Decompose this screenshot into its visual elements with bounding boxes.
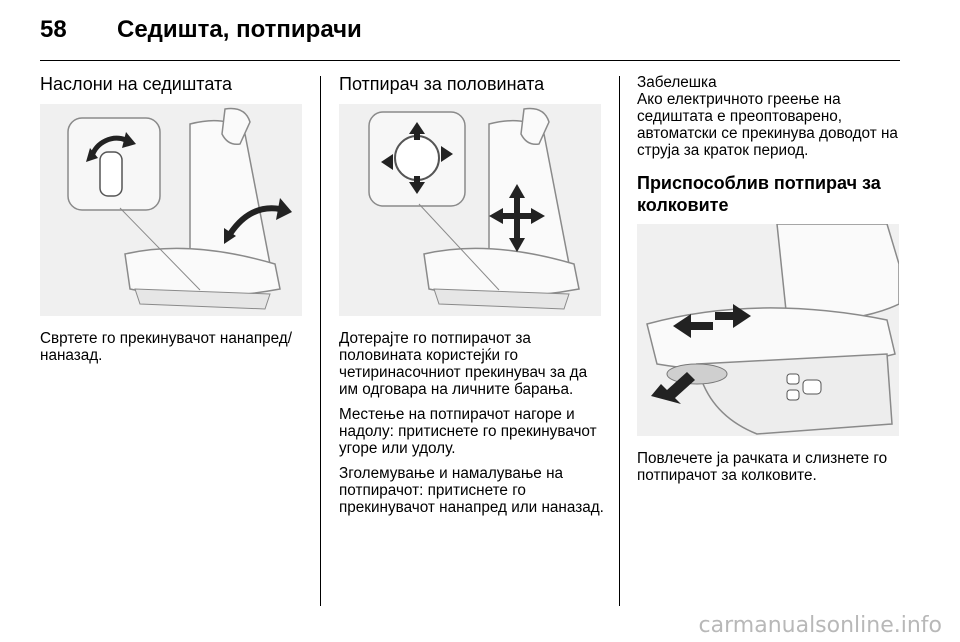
section-heading-thigh-support: Приспособлив потпирач за колковите [637, 173, 881, 215]
lumbar-paragraph-3: Зголемување и намалување на потпирачот: притиснете го прекинувачот нанапред или наназад. [339, 464, 604, 516]
header-rule [40, 60, 900, 61]
lumbar-paragraph-1: Дотерајте го потпирачот за половината користејќи го четиринасочниот прекинувач за да им одговара на личните барања. [339, 329, 588, 398]
column-divider-right [619, 76, 620, 606]
section-heading-backrest: Наслони на седиштата [40, 74, 232, 94]
chapter-title: Седишта, потпирачи [117, 16, 362, 43]
column-divider-left [320, 76, 321, 606]
section-heading-lumbar: Потпирач за половината [339, 74, 545, 94]
page-number: 58 [40, 16, 67, 43]
column-thigh-support [637, 74, 903, 492]
column-lumbar [339, 74, 605, 524]
backrest-caption: Свртете го прекинувачот нанапред/наназад. [40, 329, 292, 364]
lumbar-paragraph-2: Местење на потпирачот нагоре и надолу: притиснете го прекинувачот угоре или удолу. [339, 405, 597, 457]
thigh-support-caption: Повлечете ја рачката и слизнете го потпирачот за колковите. [637, 450, 888, 485]
note-title: Забелешка [637, 74, 717, 91]
thigh-support-illustration [637, 224, 899, 436]
watermark: carmanualsonline.info [698, 613, 942, 638]
lumbar-illustration [339, 104, 601, 316]
backrest-illustration [40, 104, 302, 316]
column-backrest [40, 74, 306, 372]
note-body: Ако електричното греење на седиштата е преоптоварено, автоматски се прекинува доводот на струја за краток период. [637, 91, 898, 159]
